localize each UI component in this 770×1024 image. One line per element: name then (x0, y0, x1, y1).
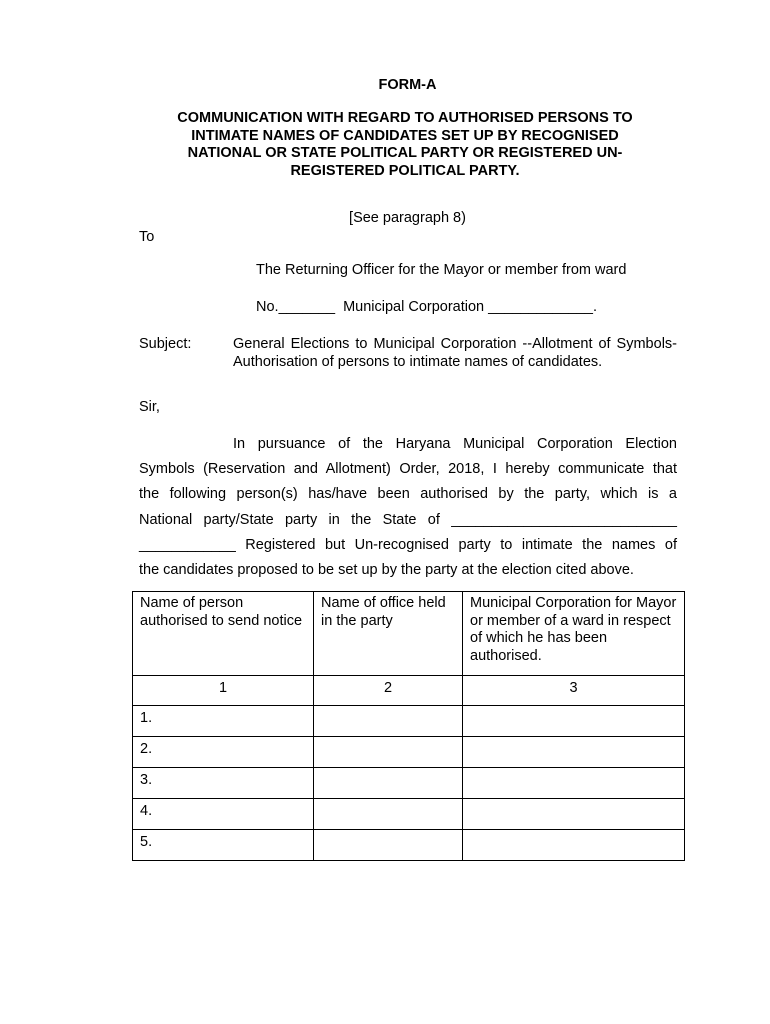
office-cell[interactable] (314, 706, 463, 737)
addressee-line-2: No._______ Municipal Corporation _____________. (256, 299, 598, 315)
subject-label: Subject: (139, 336, 192, 352)
body-line: Symbols (Reservation and Allotment) Order, 2018, I hereby communicate that (139, 461, 677, 478)
row-number-cell[interactable]: 5. (133, 830, 314, 861)
row-number-cell[interactable]: 2. (133, 737, 314, 768)
body-line: In pursuance of the Haryana Municipal Corporation Election (233, 436, 677, 452)
salutation: Sir, (139, 399, 160, 415)
column-number: 3 (463, 676, 685, 706)
main-heading (150, 110, 660, 180)
body-paragraph (139, 432, 677, 583)
form-title: FORM-A (378, 77, 437, 93)
header-person-name: Name of person authorised to send notice (133, 592, 314, 676)
header-municipal-corporation: Municipal Corporation for Mayor or member of a ward in respect of which he has been authorised. (463, 592, 685, 676)
corporation-cell[interactable] (463, 706, 685, 737)
table-row (133, 768, 685, 799)
row-number-cell[interactable]: 1. (133, 706, 314, 737)
column-number: 1 (133, 676, 314, 706)
office-cell[interactable] (314, 830, 463, 861)
to-label: To (139, 229, 155, 245)
heading-line: REGISTERED POLITICAL PARTY. (290, 162, 520, 179)
paragraph-reference: [See paragraph 8) (349, 210, 466, 226)
table-header-row (133, 592, 685, 676)
body-line: the candidates proposed to be set up by the party at the election cited above. (139, 562, 634, 579)
authorised-persons-table (132, 591, 685, 861)
corporation-cell[interactable] (463, 768, 685, 799)
table-row (133, 799, 685, 830)
office-cell[interactable] (314, 737, 463, 768)
corporation-cell[interactable] (463, 830, 685, 861)
header-office-held: Name of office held in the party (314, 592, 463, 676)
table-row (133, 706, 685, 737)
row-number-cell[interactable]: 4. (133, 799, 314, 830)
corporation-cell[interactable] (463, 799, 685, 830)
office-cell[interactable] (314, 768, 463, 799)
body-line: the following person(s) has/have been authorised by the party, which is a (139, 486, 677, 503)
body-line: ____________ Registered but Un-recognised party to intimate the names of (139, 536, 677, 553)
heading-line: COMMUNICATION WITH REGARD TO AUTHORISED PERSONS TO (177, 110, 633, 126)
corporation-cell[interactable] (463, 737, 685, 768)
heading-line: NATIONAL OR STATE POLITICAL PARTY OR REGISTERED UN- (187, 145, 623, 161)
table-row (133, 737, 685, 768)
table-column-number-row (133, 676, 685, 706)
body-line: National party/State party in the State of ____________________________ (139, 511, 677, 528)
heading-line: INTIMATE NAMES OF CANDIDATES SET UP BY RECOGNISED (191, 127, 619, 144)
row-number-cell[interactable]: 3. (133, 768, 314, 799)
column-number: 2 (314, 676, 463, 706)
addressee-line-1: The Returning Officer for the Mayor or member from ward (256, 262, 627, 278)
office-cell[interactable] (314, 799, 463, 830)
subject-text: General Elections to Municipal Corporation --Allotment of Symbols-Authorisation of persons to intimate names of candidates. (233, 336, 677, 370)
table-row (133, 830, 685, 861)
